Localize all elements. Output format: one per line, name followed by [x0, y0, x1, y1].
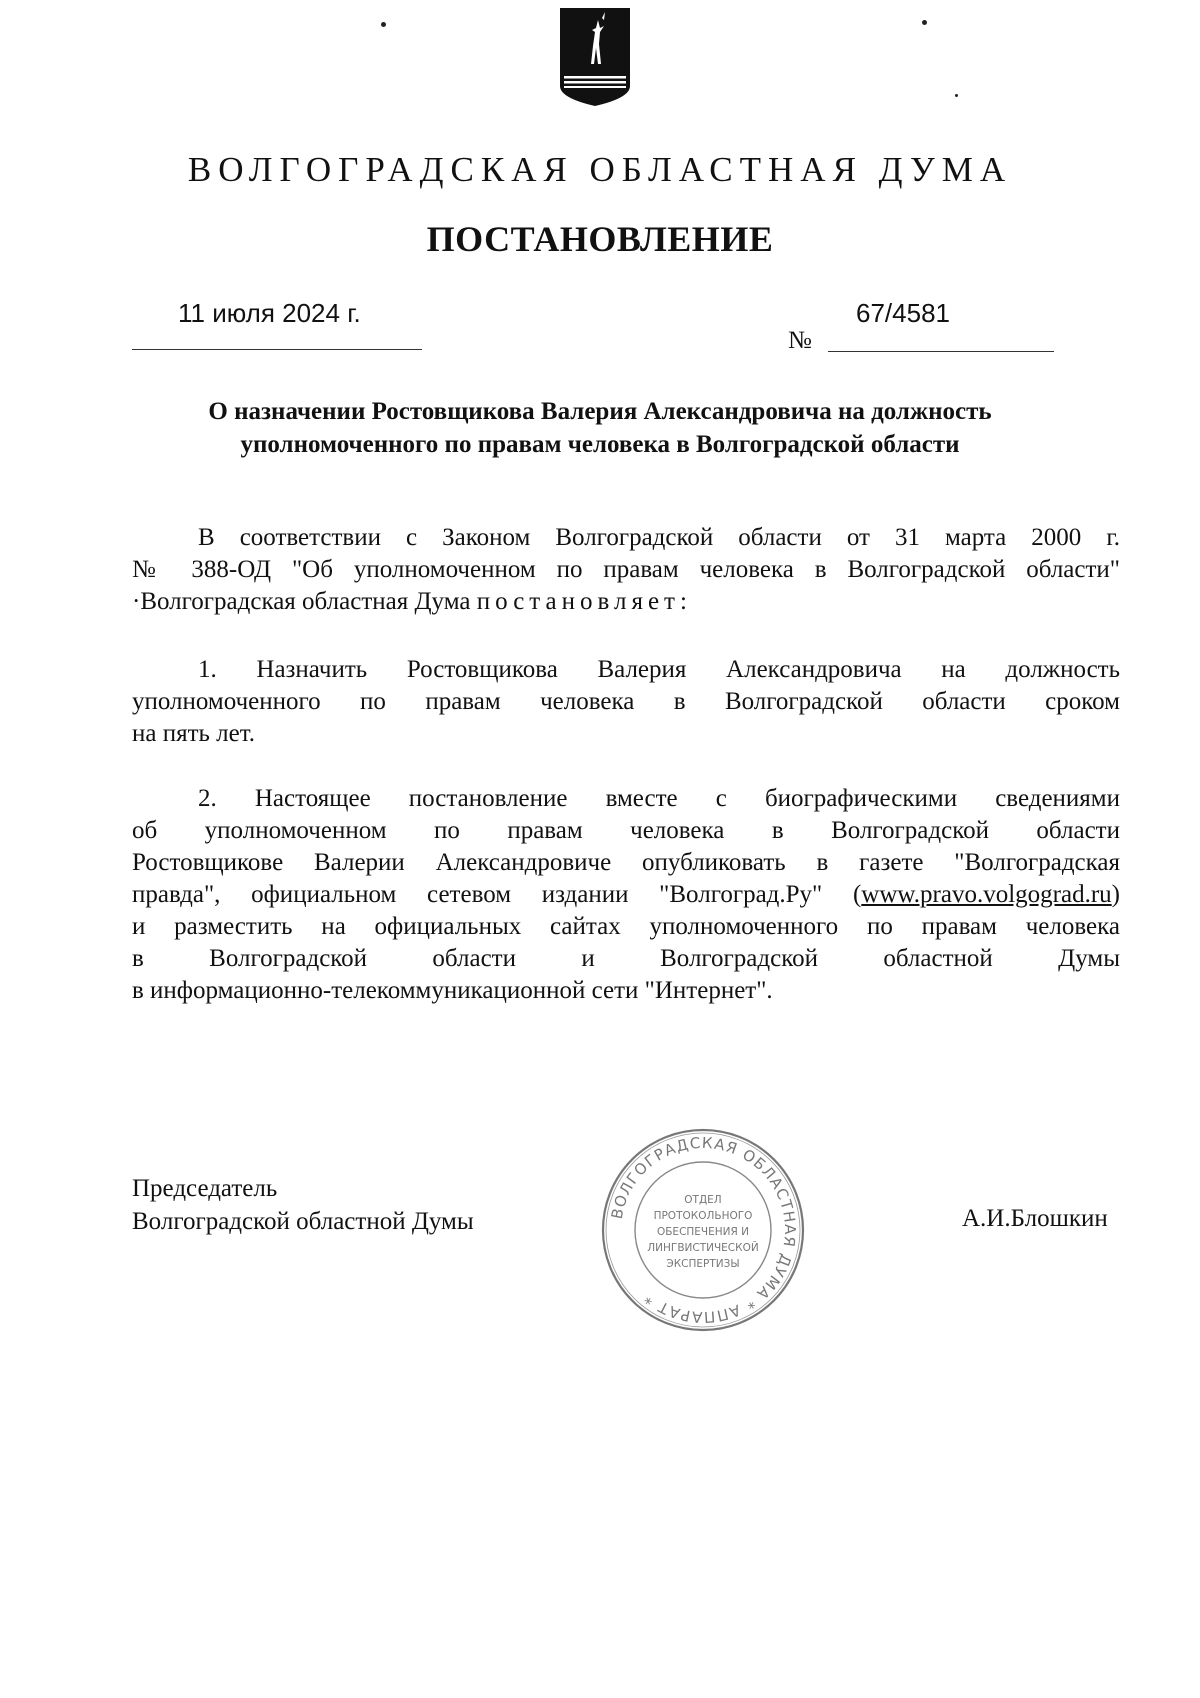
document-number: 67/4581 [856, 298, 950, 328]
website-link[interactable]: www.pravo.volgograd.ru [861, 881, 1112, 908]
document-date: 11 июля 2024 г. [178, 298, 361, 328]
paragraph-line: № 388-ОД "Об уполномоченном по правам человека в Волгоградской области" [132, 556, 1120, 583]
scan-speck [922, 20, 927, 25]
line-text: ) [1111, 881, 1120, 908]
scan-speck [381, 22, 386, 27]
position-line: Председатель [132, 1175, 278, 1202]
subject-line: уполномоченного по правам человека в Волгоградской области [240, 431, 960, 458]
official-stamp [598, 1125, 808, 1335]
coat-of-arms-emblem [558, 6, 632, 108]
document-type-heading: ПОСТАНОВЛЕНИЕ [426, 219, 774, 259]
paragraph-line [132, 879, 1120, 911]
subject-line: О назначении Ростовщикова Валерия Александровича на должность [208, 398, 992, 425]
signatory-position [132, 1172, 474, 1238]
signer-name: А.И.Блошкин [962, 1205, 1108, 1232]
preamble-paragraph [132, 522, 1120, 618]
paragraph-line: 2. Настоящее постановление вместе с биографическими сведениями [198, 785, 1120, 812]
paragraph-line: 1. Назначить Ростовщикова Валерия Александровича на должность [198, 656, 1120, 683]
paragraph-line: на пять лет. [132, 720, 256, 747]
stamp-center-text [647, 1194, 758, 1270]
date-underline [132, 349, 422, 350]
paragraph-line: об уполномоченном по правам человека в Волгоградской области [132, 817, 1120, 844]
paragraph-line: Ростовщикове Валерии Александровиче опубликовать в газете "Волгоградская [132, 849, 1120, 876]
svg-text:ОТДЕЛ: ОТДЕЛ [684, 1194, 722, 1206]
paragraph-line: уполномоченного по правам человека в Волгоградской области сроком [132, 688, 1120, 715]
line-text: правда", официальном сетевом издании "Волгоград.Ру" ( [132, 881, 862, 908]
resolution-prefix: ·Волгоградская областная Дума [132, 588, 477, 615]
paragraph-line: в Волгоградской области и Волгоградской областной Думы [132, 945, 1120, 972]
svg-text:ОБЕСПЕЧЕНИЯ И: ОБЕСПЕЧЕНИЯ И [656, 1226, 750, 1238]
stamp-ring-text: ВОЛГОГРАДСКАЯ ОБЛАСТНАЯ ДУМА * АППАРАТ * [607, 1133, 800, 1327]
paragraph-line [132, 586, 1120, 618]
position-line: Волгоградской областной Думы [132, 1208, 474, 1235]
paragraph-line: и разместить на официальных сайтах уполномоченного по правам человека [132, 913, 1120, 940]
paragraph-line: В соответствии с Законом Волгоградской области от 31 марта 2000 г. [198, 524, 1120, 551]
item-1-paragraph [132, 654, 1120, 750]
scan-speck [955, 94, 958, 97]
svg-text:ПРОТОКОЛЬНОГО: ПРОТОКОЛЬНОГО [653, 1210, 753, 1222]
document-subject [100, 395, 1100, 461]
organization-title: ВОЛГОГРАДСКАЯ ОБЛАСТНАЯ ДУМА [187, 150, 1013, 189]
number-underline [828, 351, 1054, 352]
svg-text:ЛИНГВИСТИЧЕСКОЙ: ЛИНГВИСТИЧЕСКОЙ [647, 1242, 759, 1254]
svg-text:ЭКСПЕРТИЗЫ: ЭКСПЕРТИЗЫ [666, 1258, 740, 1270]
resolution-verb: постановляет: [476, 588, 692, 615]
number-sign: № [788, 327, 812, 354]
item-2-paragraph [132, 783, 1120, 1007]
paragraph-line: в информационно-телекоммуникационной сети "Интернет". [132, 977, 773, 1004]
